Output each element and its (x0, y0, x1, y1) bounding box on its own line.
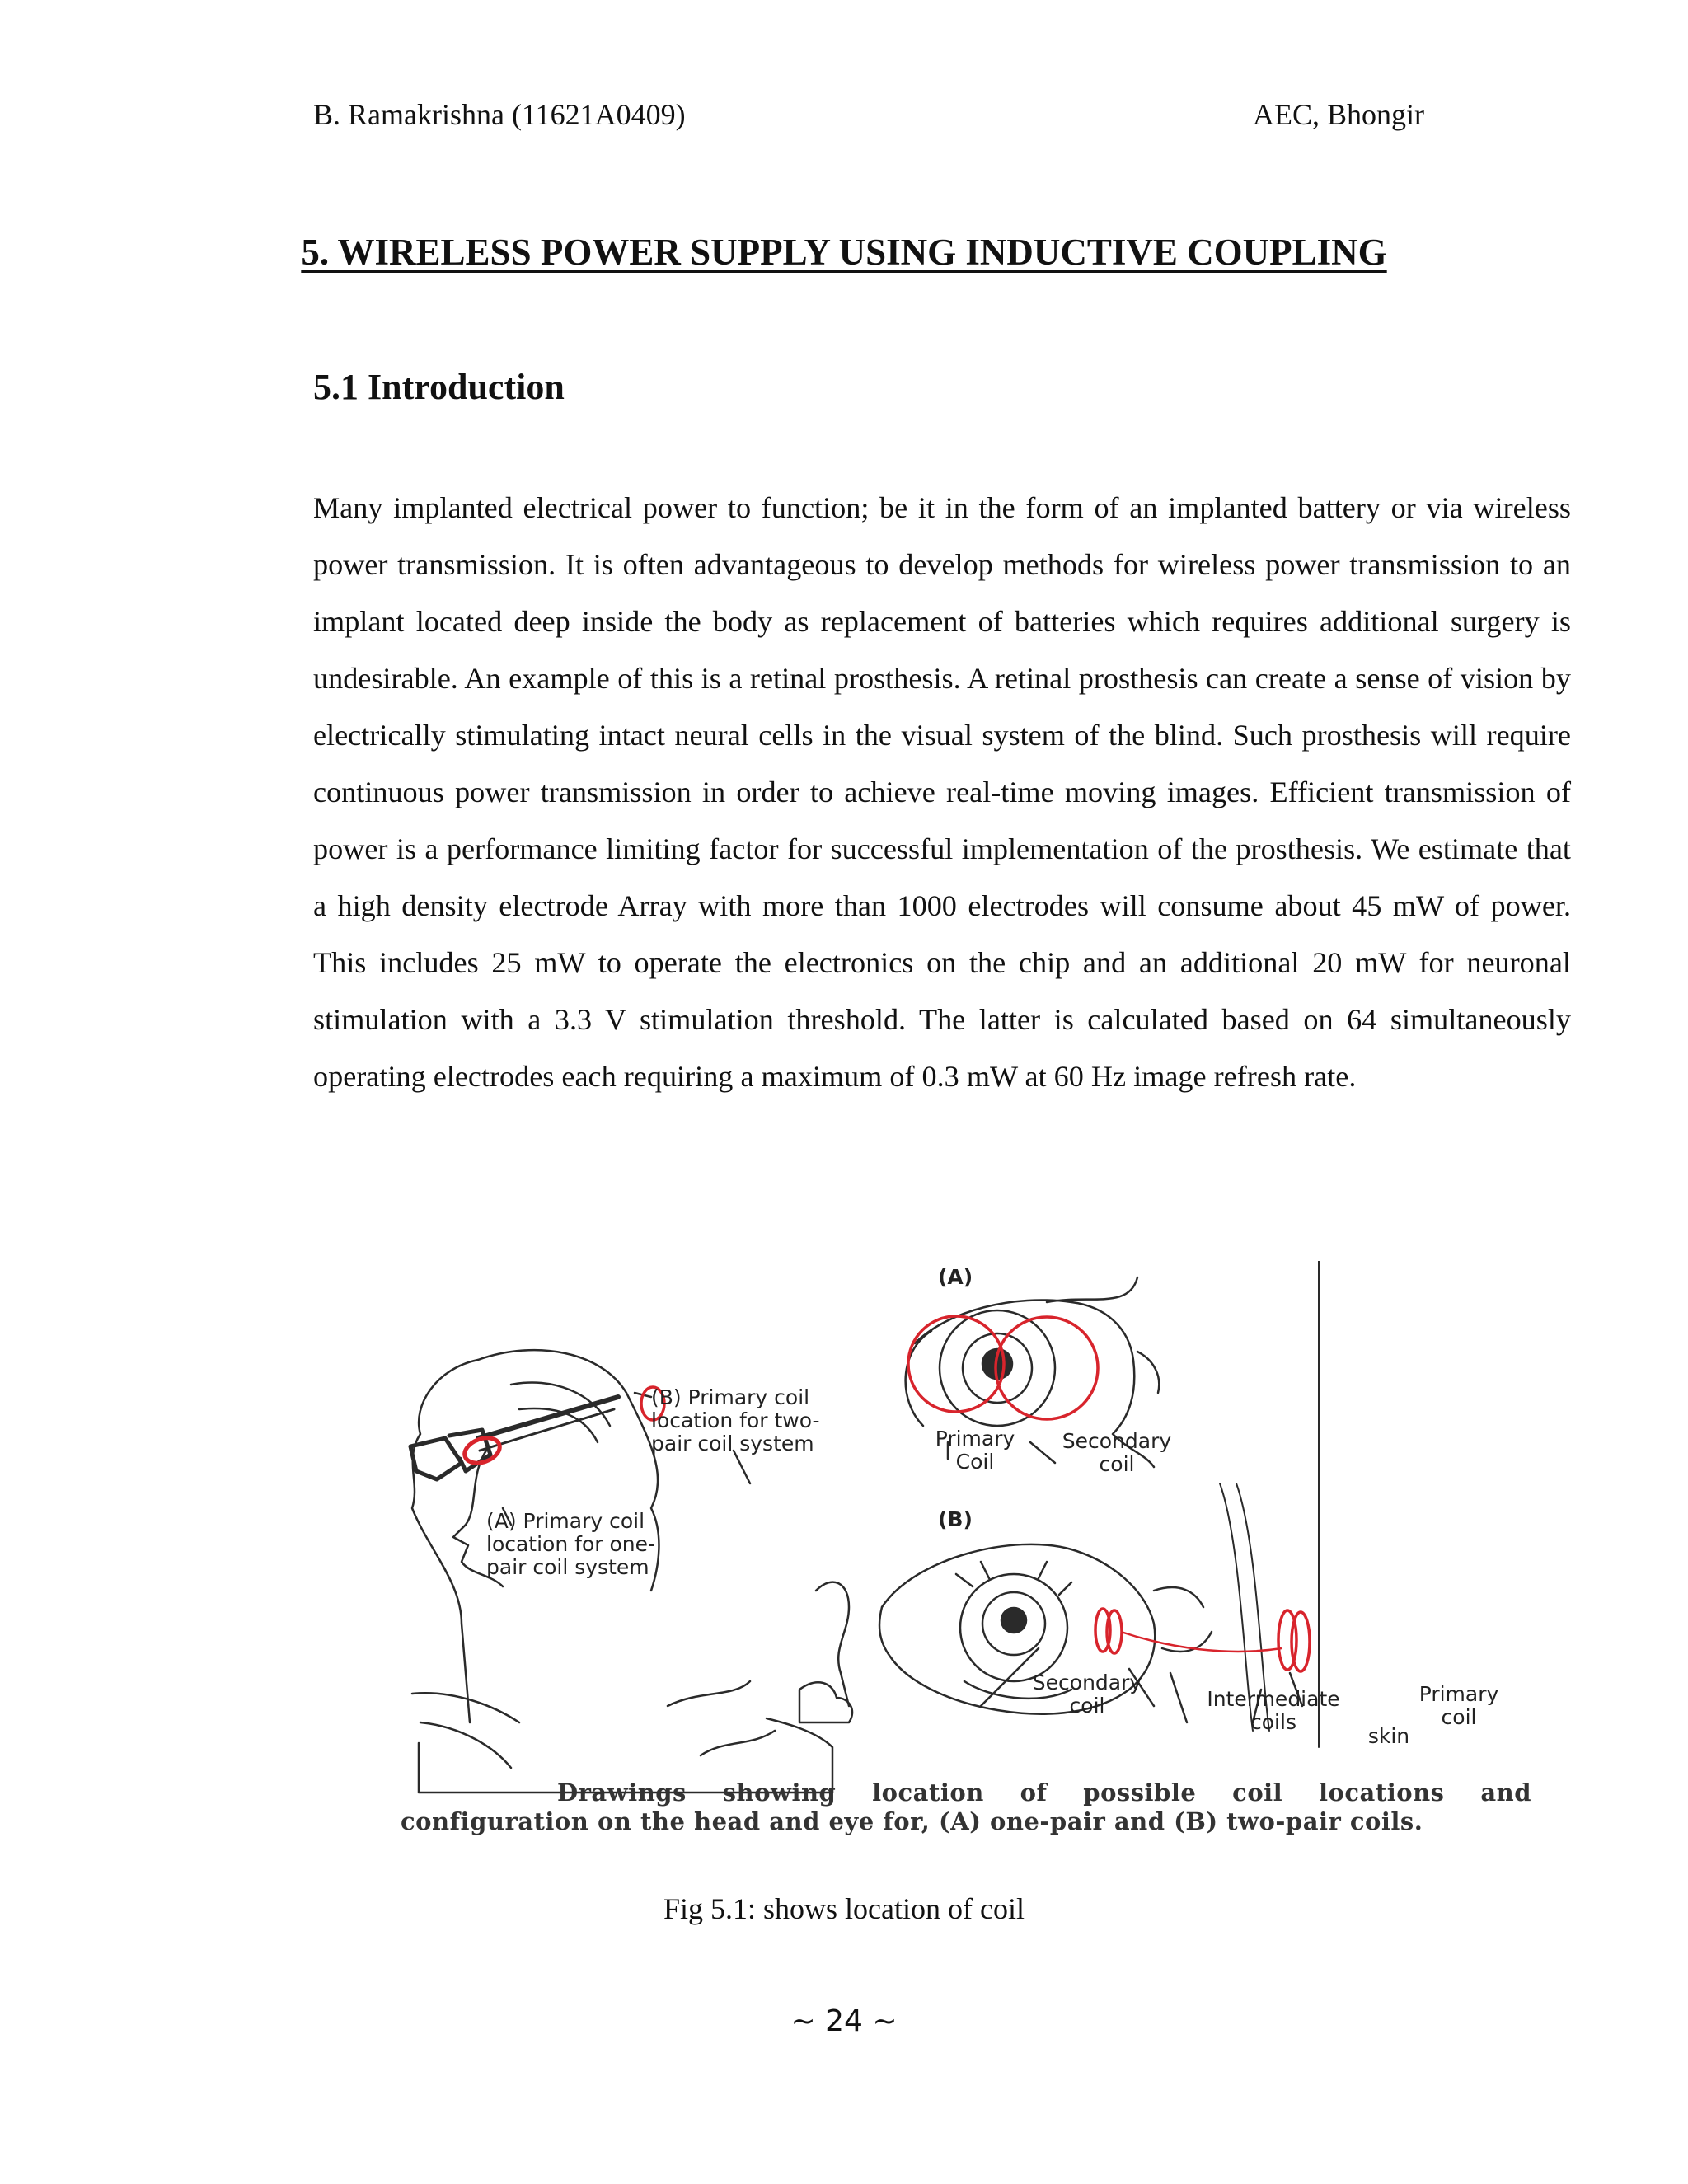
label-a-secondary-coil: Secondary coil (1062, 1429, 1172, 1476)
label-a-primary-coil: Primary Coil (935, 1427, 1015, 1474)
header-institution: AEC, Bhongir (1253, 98, 1425, 131)
label-panel-b: (B) (938, 1507, 973, 1531)
section-title: 5.1 Introduction (313, 367, 565, 407)
page-number: ~ 24 ~ (790, 2004, 898, 2038)
label-b-secondary-coil: Secondary coil (1032, 1671, 1142, 1718)
figure-caption: Fig 5.1: shows location of coil (663, 1892, 1025, 1925)
chapter-title: 5. WIRELESS POWER SUPPLY USING INDUCTIVE COUPLING (301, 232, 1387, 273)
label-b-primary-coil: Primary coil (1418, 1682, 1499, 1729)
figure-description: Drawings showing location of possible coil locations and configuration on the head and eye for, (A) one-pair and (B) two-pair coils. (401, 1779, 1531, 1835)
label-panel-a: (A) (938, 1265, 973, 1289)
label-primary-coil-one-pair: (A) Primary coil location for one- pair coil system (486, 1509, 656, 1579)
label-b-intermediate-coils: Intermediate coils (1207, 1687, 1340, 1734)
body-paragraph: Many implanted electrical power to function; be it in the form of an implanted battery or via wireless power transmission. It is often advantageous to develop methods for wireless power transmission to an implant located deep inside the body as replacement of batteries which requires additional surgery is undesirable. An example of this is a retinal prosthesis. A retinal prosthesis can create a sense of vision by electrically stimulating intact neural cells in the visual system of the blind. Such prosthesis will require continuous power transmission in order to achieve real-time moving images. Efficient transmission of power is a performance limiting factor for successful implementation of the prosthesis. We estimate that a high density electrode Array with more than 1000 electrodes will consume about 45 mW of power. This includes 25 mW to operate the electronics on the chip and an additional 20 mW for neuronal stimulation with a 3.3 V stimulation threshold. The latter is calculated based on 64 simultaneously operating electrodes each requiring a maximum of 0.3 mW at 60 Hz image refresh rate. (313, 491, 1571, 1093)
header-author: B. Ramakrishna (11621A0409) (313, 98, 686, 131)
label-b-skin: skin (1367, 1724, 1410, 1748)
label-primary-coil-two-pair: (B) Primary coil location for two- pair coil system (651, 1385, 820, 1455)
